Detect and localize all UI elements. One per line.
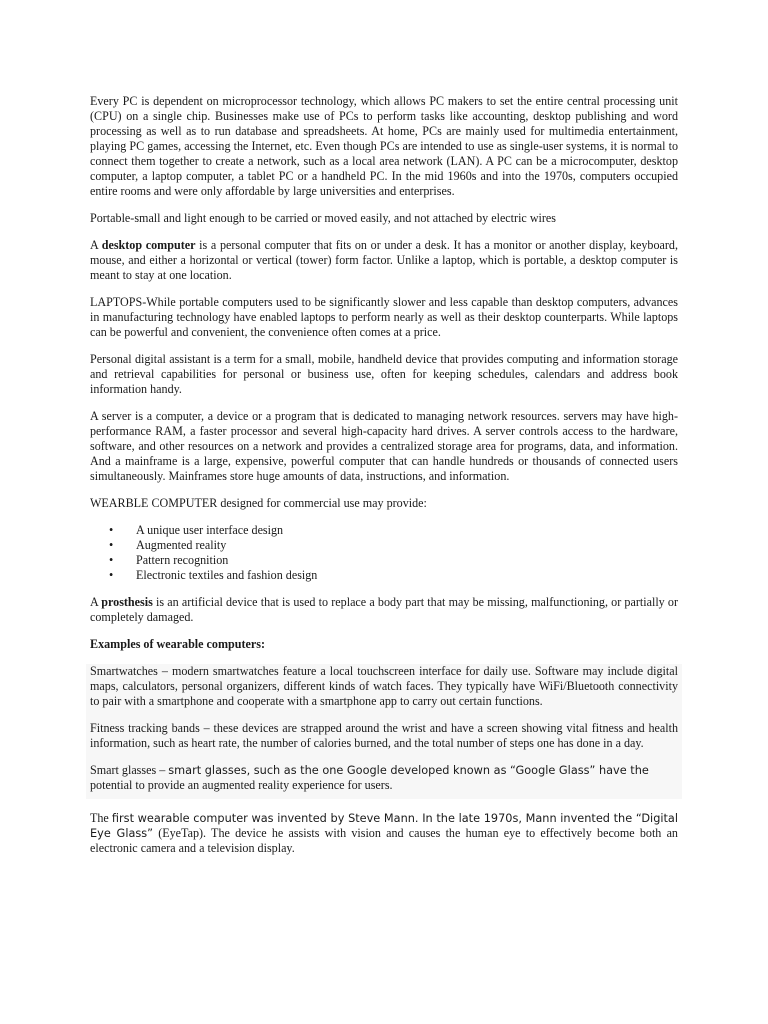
- desktop-lead: A: [90, 238, 102, 252]
- intro-paragraph: Every PC is dependent on microprocessor technology, which allows PC makers to set the entire central processing unit (CPU) on a single chip. Businesses make use of PCs to perform tasks like accounting, desktop publishing and word processing as well as to run database and spreadsheets. At home, PCs are mainly used for multimedia entertainment, playing PC games, accessing the Internet, etc. Even though PCs are intended to use as single-user systems, it is normal to connect them together to create a network, such as a local area network (LAN). A PC can be a microcomputer, desktop computer, a laptop computer, a tablet PC or a handheld PC. In the mid 1960s and into the 1970s, computers occupied entire rooms and were only affordable by large universities and enterprises.: [90, 94, 678, 198]
- desktop-term: desktop computer: [101, 238, 196, 252]
- fitness-paragraph: Fitness tracking bands – these devices are strapped around the wrist and have a screen showing vital fitness and health information, such as heart rate, the number of calories burned, and the total number of steps one has done in a day.: [90, 721, 678, 750]
- first-rest: (EyeTap). The device he assists with vision and causes the human eye to effectively become both an electronic camera and a television display.: [90, 826, 678, 855]
- desktop-rest: is a personal computer that fits on or under a desk. It has a monitor or another display, keyboard, mouse, and either a horizontal or vertical (tower) form factor. Unlike a laptop, which is portable, a desktop computer is meant to stay at one location.: [90, 238, 678, 282]
- laptops-paragraph: LAPTOPS-While portable computers used to be significantly slower and less capable than desktop computers, advances in manufacturing technology have enabled laptops to perform nearly as well as their desktop counterparts. While laptops can be powerful and convenient, the convenience often comes at a price.: [90, 295, 678, 339]
- portable-paragraph: Portable-small and light enough to be carried or moved easily, and not attached by electric wires: [90, 211, 557, 225]
- list-item-text: Electronic textiles and fashion design: [136, 568, 318, 582]
- prosthesis-paragraph: [90, 595, 678, 625]
- glasses-paragraph: [90, 763, 678, 799]
- first-lead: The: [90, 811, 112, 825]
- bullet-glyph: •: [109, 538, 114, 552]
- server-paragraph: A server is a computer, a device or a program that is dedicated to managing network resources. servers may have high-performance RAM, a faster processor and several high-capacity hard drives. A server controls access to the hardware, software, and other resources on a network and provides a centralized storage area for programs, data, and information. And a mainframe is a large, expensive, powerful computer that can handle hundreds or thousands of connected users simultaneously. Mainframes store huge amounts of data, instructions, and information.: [90, 409, 678, 483]
- first-mid: first wearable computer was invented by Steve Mann. In the late 1970s, Mann invented the “Digital Eye Glass”: [90, 812, 678, 840]
- list-item: [109, 553, 678, 568]
- glasses-mid: smart glasses, such as the one Google developed known as “Google Glass” have the: [168, 764, 649, 777]
- list-item-text: Pattern recognition: [136, 553, 229, 567]
- glasses-rest: potential to provide an augmented reality experience for users.: [90, 778, 393, 792]
- list-item-text: Augmented reality: [136, 538, 227, 552]
- list-item-text: A unique user interface design: [136, 523, 284, 537]
- examples-heading: Examples of wearable computers:: [90, 637, 265, 651]
- bullet-glyph: •: [109, 553, 114, 567]
- desktop-paragraph: [90, 238, 678, 283]
- bullet-glyph: •: [109, 523, 114, 537]
- document-body: [90, 94, 678, 868]
- glasses-lead: Smart glasses –: [90, 763, 169, 777]
- prosthesis-lead: A: [90, 595, 102, 609]
- prosthesis-term: prosthesis: [101, 595, 153, 609]
- wearable-intro: WEARBLE COMPUTER designed for commercial use may provide:: [90, 496, 427, 510]
- smartwatches-paragraph: Smartwatches – modern smartwatches feature a local touchscreen interface for daily use. Software may include digital maps, calculators, personal organizers, different kinds of watch faces. They typically have WiFi/Bluetooth connectivity to pair with a smartphone and cooperate with a smartphone app to carry out certain functions.: [90, 664, 678, 708]
- first-wearable-paragraph: [90, 811, 678, 856]
- prosthesis-rest: is an artificial device that is used to replace a body part that may be missing, malfunctioning, or partially or completely damaged.: [90, 595, 678, 624]
- list-item: [109, 538, 678, 553]
- bullet-glyph: •: [109, 568, 114, 582]
- examples-block: [86, 664, 682, 799]
- pda-paragraph: Personal digital assistant is a term for a small, mobile, handheld device that provides computing and information storage and retrieval capabilities for personal or business use, often for keeping schedules, calendars and address book information handy.: [90, 352, 678, 396]
- list-item: [109, 523, 678, 538]
- list-item: [109, 568, 678, 583]
- wearable-features-list: [90, 523, 678, 583]
